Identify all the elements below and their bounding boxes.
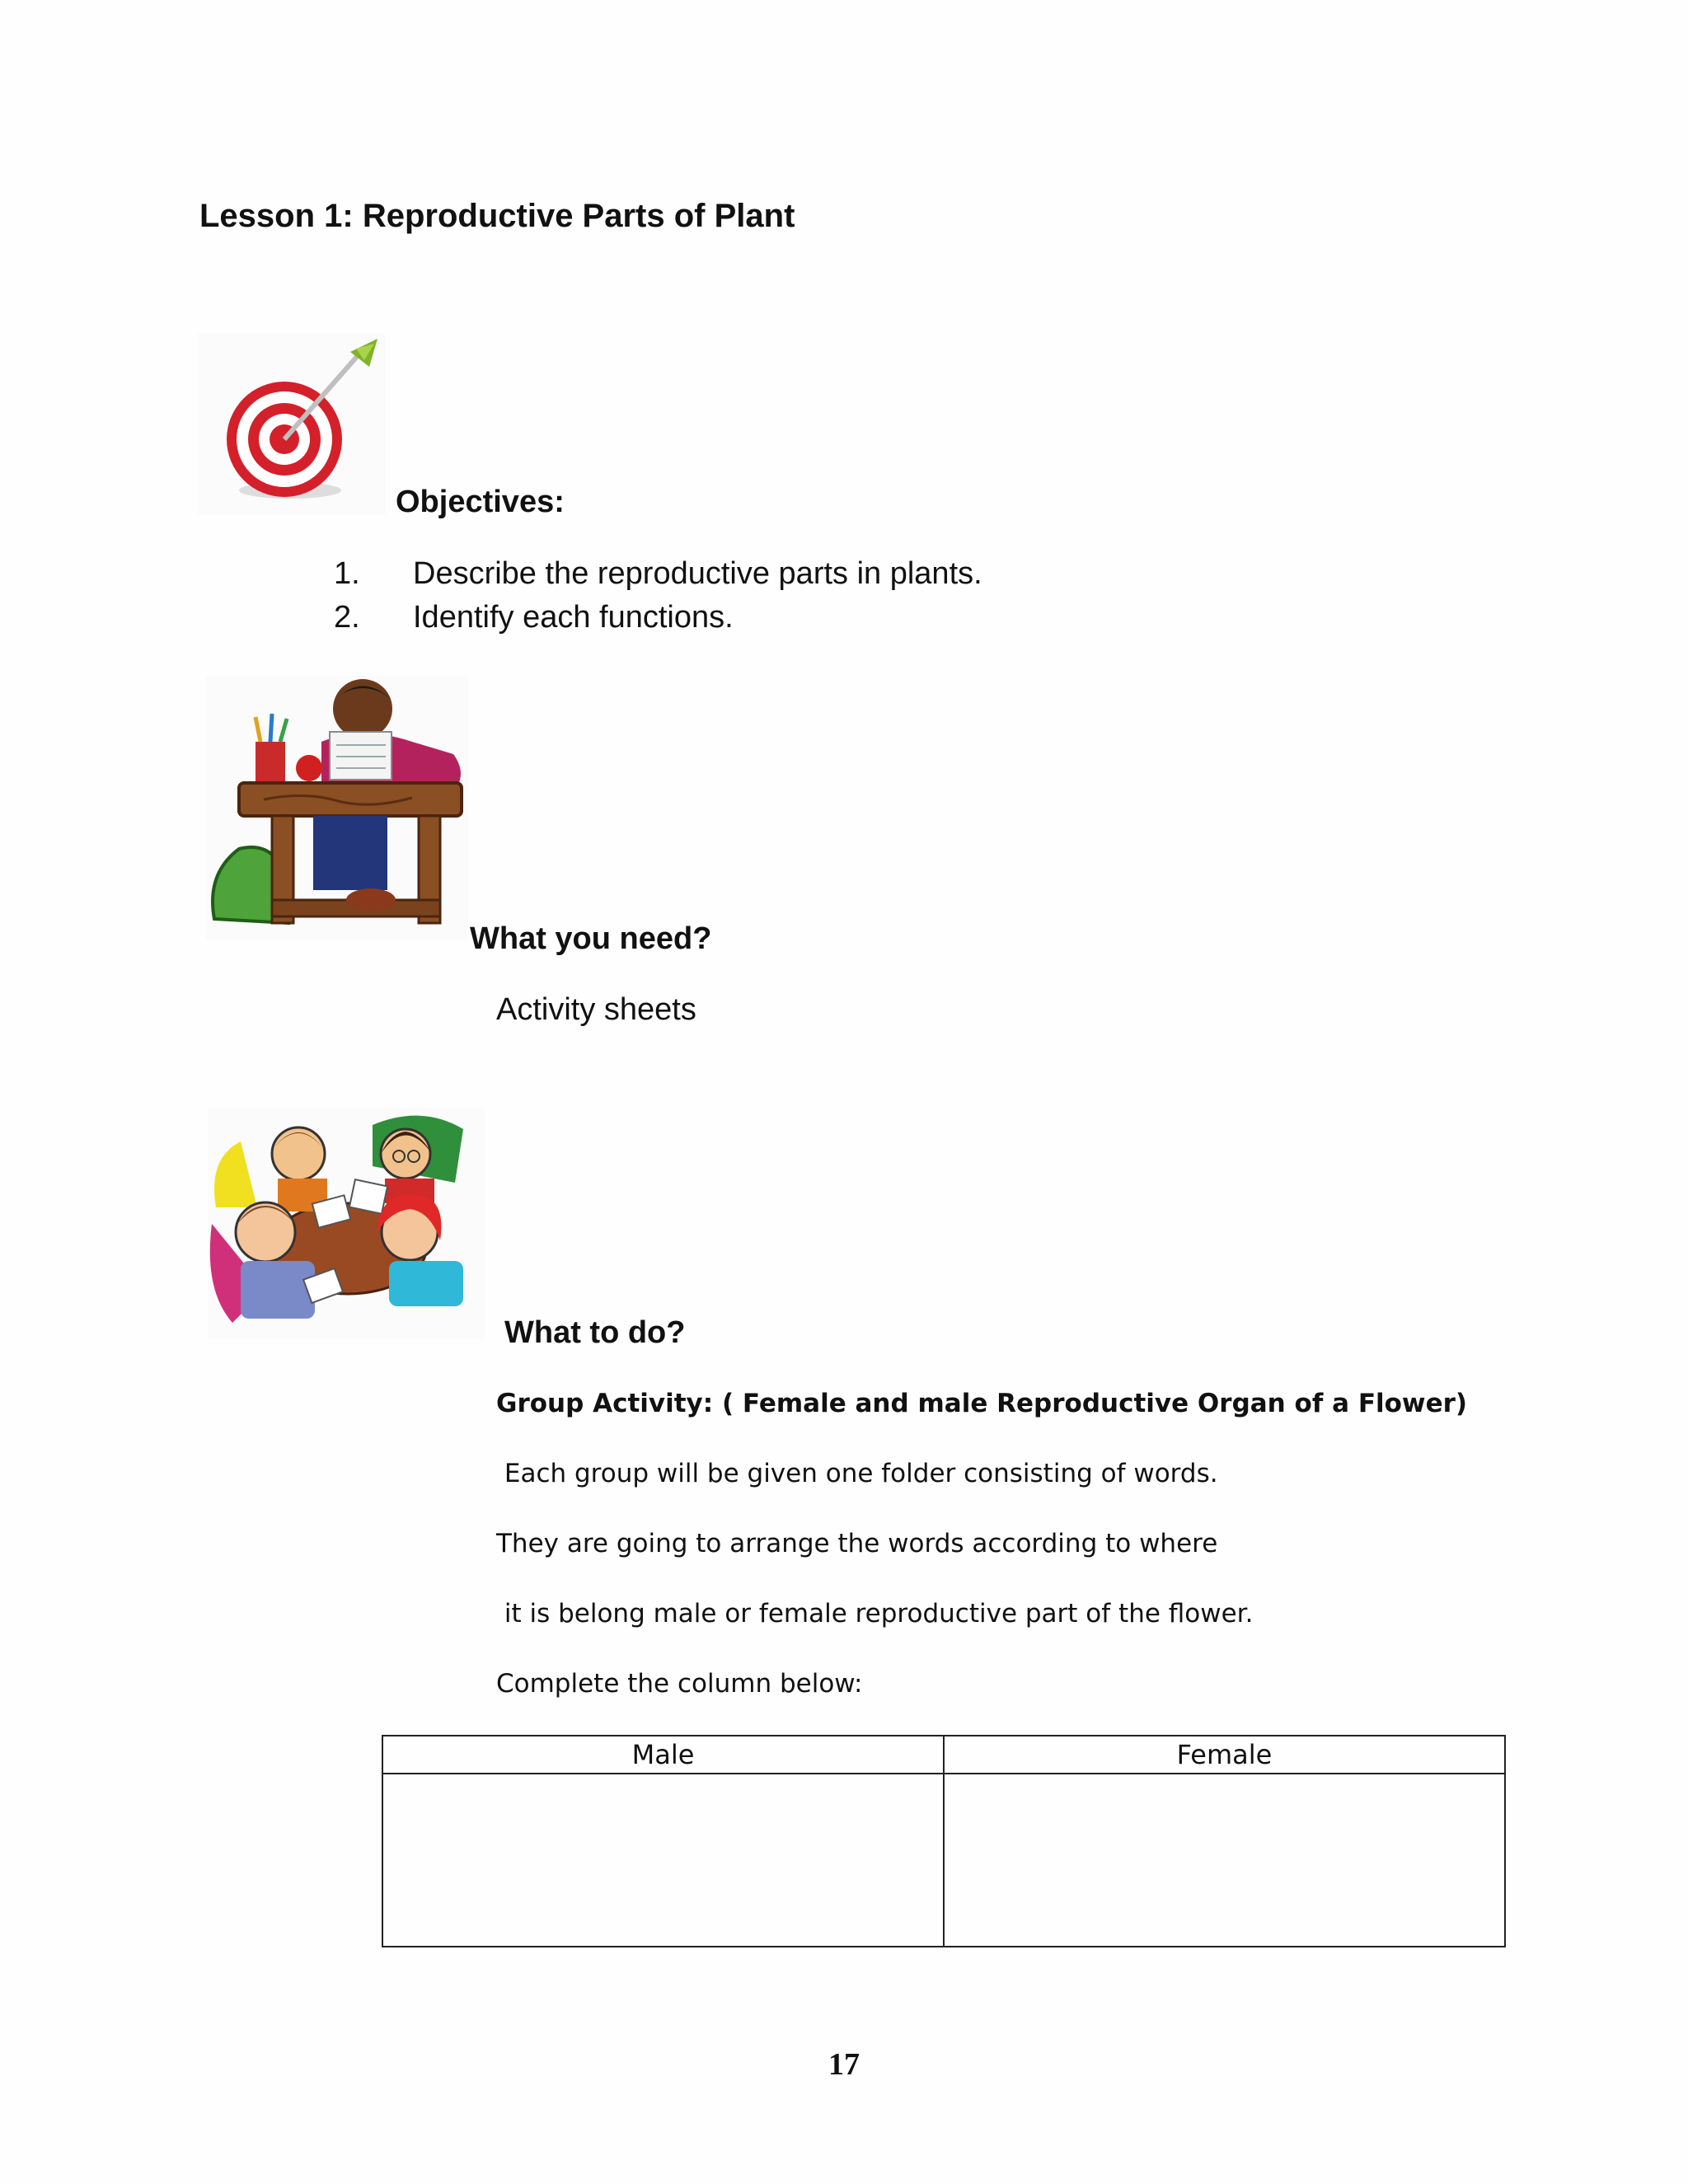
objective-number: 1. xyxy=(334,556,360,591)
objectives-list xyxy=(334,552,982,640)
objective-text: Identify each functions. xyxy=(413,600,734,635)
male-female-table xyxy=(382,1735,1506,1947)
objective-item xyxy=(334,596,982,640)
activity-title: Group Activity: ( Female and male Reproductive Organ of a Flower) xyxy=(496,1389,1468,1418)
male-answer-cell[interactable] xyxy=(382,1774,944,1947)
activity-line: Each group will be given one folder consisting of words. xyxy=(496,1459,1218,1488)
group-of-students-icon xyxy=(208,1108,485,1339)
activity-line: it is belong male or female reproductive part of the flower. xyxy=(496,1599,1254,1629)
male-column-header: Male xyxy=(382,1736,944,1774)
procedure-heading: What to do? xyxy=(504,1315,686,1350)
student-at-desk-icon xyxy=(206,676,468,940)
objectives-heading: Objectives: xyxy=(396,485,565,519)
female-answer-cell[interactable] xyxy=(944,1774,1505,1947)
objective-item xyxy=(334,552,982,596)
activity-line: Complete the column below: xyxy=(496,1669,863,1699)
activity-line: They are going to arrange the words according to where xyxy=(496,1529,1218,1558)
objective-number: 2. xyxy=(334,600,360,635)
target-dart-icon xyxy=(198,334,386,515)
female-column-header: Female xyxy=(944,1736,1505,1774)
page-number: 17 xyxy=(828,2047,860,2082)
materials-text: Activity sheets xyxy=(496,992,696,1027)
objective-text: Describe the reproductive parts in plants. xyxy=(413,556,982,591)
lesson-title: Lesson 1: Reproductive Parts of Plant xyxy=(199,198,795,234)
materials-heading: What you need? xyxy=(470,921,712,956)
